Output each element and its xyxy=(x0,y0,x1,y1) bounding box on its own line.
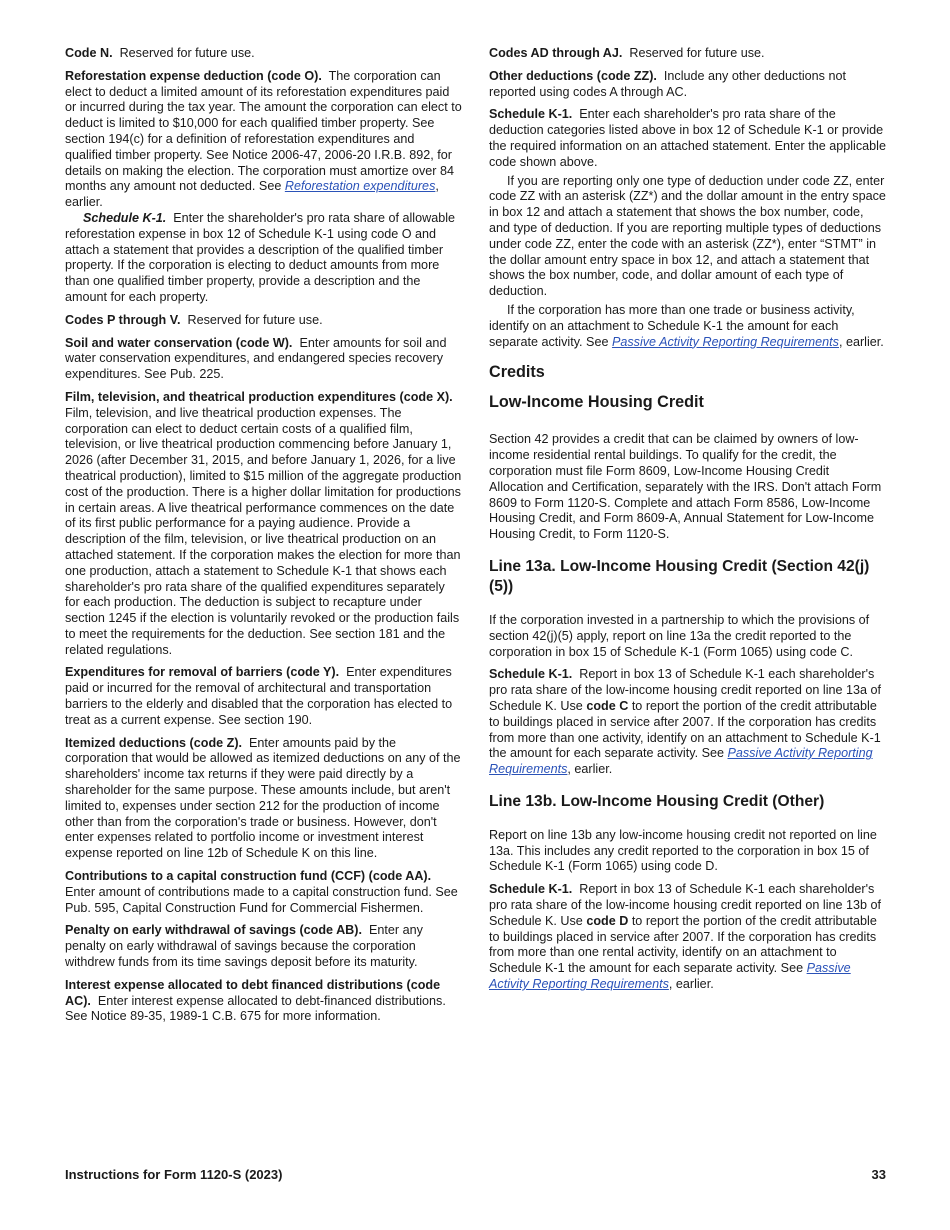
code-w-text: Enter amounts for soil and water conservation expenditures, and endangered species recovery expenditures. See Pub. 225. xyxy=(65,335,447,382)
code-x-heading: Film, television, and theatrical production expenditures (code X). xyxy=(65,389,453,404)
code-o-k1-text: Enter the shareholder's pro rata share of allowable reforestation expense in box 12 of Schedule K-1 using code O and attach a statement that provides a description of the qualified timber property. If the corporation is electing to deduct amounts from more than one qualified timber property, provide a description and the amount for each property. xyxy=(65,210,456,304)
page-number: 33 xyxy=(871,1167,886,1182)
code-o-k1-heading: Schedule K-1. xyxy=(83,210,167,225)
code-y-para xyxy=(65,665,462,728)
code-aa-para xyxy=(65,869,462,916)
lihc-heading: Low-Income Housing Credit xyxy=(489,393,704,412)
code-o-para xyxy=(65,69,462,211)
line-13b-heading: Line 13b. Low-Income Housing Credit (Other) xyxy=(489,792,825,810)
line-13b-code-d: code D xyxy=(586,913,629,928)
code-o-heading: Reforestation expense deduction (code O). xyxy=(65,68,322,83)
code-w-para xyxy=(65,336,462,383)
code-zz-para xyxy=(489,69,886,101)
code-n-para xyxy=(65,46,462,62)
multi-activity-text: If the corporation has more than one trade or business activity, identify on an attachment to Schedule K-1 the amount for each separate activity. See xyxy=(489,302,855,349)
code-z-text: Enter amounts paid by the corporation that would be allowed as itemized deductions on any of the shareholders' income tax returns if they were paid directly by a shareholder for the same purpose. These amounts include, but aren't limited to, expenses under section 212 for the production of income other than from the corporation's trade or business. However, don't enter expenses related to portfolio income or investment interest expense reported on line 12b of Schedule K on this line. xyxy=(65,735,461,861)
code-z-heading: Itemized deductions (code Z). xyxy=(65,735,243,750)
line-13a-k1-text: Report in box 13 of Schedule K-1 each shareholder's pro rata share of the low-income housing credit reported on line 13a of Schedule K. Use xyxy=(489,667,882,713)
line-13b-k1-para xyxy=(489,882,886,993)
code-o-k1-para xyxy=(65,211,462,306)
code-w-heading: Soil and water conservation (code W). xyxy=(65,335,293,350)
codes-ad-aj-para xyxy=(489,46,886,62)
code-ab-heading: Penalty on early withdrawal of savings (code AB). xyxy=(65,923,362,938)
line-13b-k1-text: Report in box 13 of Schedule K-1 each shareholder's pro rata share of the low-income housing credit reported on line 13b of Schedule K. Use xyxy=(489,882,882,928)
codes-p-v-heading: Codes P through V. xyxy=(65,312,181,327)
line-13a-para: If the corporation invested in a partnership to which the provisions of section 42(j)(5) apply, report on line 13a the credit reported to the corporation in box 15 of Schedule K-1 (Form 1065) using code C. xyxy=(489,612,870,659)
passive-activity-link-3[interactable]: Passive Activity Reporting Requirements xyxy=(489,961,851,992)
k1-deductions-text: Enter each shareholder's pro rata share of the deduction categories listed above in box 12 of Schedule K-1 or provide the required information on an attached statement. Enter the applicable code shown above. xyxy=(489,107,886,169)
left-column xyxy=(65,46,462,1032)
passive-activity-link-2[interactable]: Passive Activity Reporting Requirements xyxy=(489,746,873,777)
line-13a-heading: Line 13a. Low-Income Housing Credit (Section 42(j)(5)) xyxy=(489,557,870,595)
line-13b-k1-heading: Schedule K-1. xyxy=(489,882,573,897)
codes-p-v-text: Reserved for future use. xyxy=(187,312,323,327)
code-aa-text: Enter amount of contributions made to a capital construction fund. See Pub. 595, Capital Construction Fund for Commercial Fishermen. xyxy=(65,884,458,915)
credits-heading: Credits xyxy=(489,363,545,382)
k1-deductions-heading: Schedule K-1. xyxy=(489,107,573,122)
codes-ad-aj-heading: Codes AD through AJ. xyxy=(489,46,623,60)
code-zz-heading: Other deductions (code ZZ). xyxy=(489,68,657,83)
line-13a-k1-para xyxy=(489,667,886,778)
multi-activity-para xyxy=(489,303,886,350)
reforestation-expenditures-link[interactable]: Reforestation expenditures xyxy=(284,179,436,194)
code-ac-para xyxy=(65,978,462,1025)
code-ab-para xyxy=(65,923,462,970)
line-13a-k1-text-end: , earlier. xyxy=(567,762,613,777)
code-y-text: Enter expenditures paid or incurred for the removal of architectural and transportation barriers to the elderly and disabled that the corporation has elected to treat as a current expense. See section 190. xyxy=(65,665,453,727)
code-n-text: Reserved for future use. xyxy=(119,46,255,60)
page-footer xyxy=(65,1167,886,1182)
passive-activity-link-1[interactable]: Passive Activity Reporting Requirements xyxy=(611,334,839,349)
k1-deductions-para xyxy=(489,107,886,170)
code-o-text-end: , earlier. xyxy=(65,179,439,210)
line-13a-k1-heading: Schedule K-1. xyxy=(489,667,573,682)
code-o-text: The corporation can elect to deduct a limited amount of its reforestation expenditures paid or incurred during the tax year. The amount the corporation can elect to deduct is limited to $10,000 for each qualified timber property. See section 194(c) for a definition of reforestation expenditures and qualified timber property. See Notice 2006-47, 2006-20 I.R.B. 892, for details on making the election. The corporation must amortize over 84 months any amount not deducted. See xyxy=(65,68,462,194)
code-x-text: Film, television, and live theatrical production expenses. The corporation can elect to deduct certain costs of a qualified film, television, or live theatrical production commencing before January 1, 2026 (after December 31, 2015, and before January 1, 2026, for a live theatrical production), limited to $15 million of the aggregate production cost of the production. There is a higher dollar limitation for productions in certain areas. A live theatrical performance commences on the date of its first public performance for a paying audience. Provide a description of the film, television, or live theatrical production on an attached statement. If the corporation makes the election for more than one production, attach a statement to Schedule K-1 that shows each shareholder's pro rata share of the qualified expenditures separately for each production. The deduction is subject to recapture under section 1245 if the election is voluntarily revoked or the production fails to meet the requirements for the deduction. See section 181 and the related regulations. xyxy=(65,405,462,657)
line-13a-k1-text-2: to report the portion of the credit attributable to buildings placed in service after 2007. If the corporation has credits from more than one activity, identify on an attachment to Schedule K-1 the amount for each separate activity. See xyxy=(489,698,881,761)
code-ac-text: Enter interest expense allocated to debt-financed distributions. See Notice 89-35, 1989-1 C.B. 675 for more information. xyxy=(65,993,446,1024)
zz-reporting-para: If you are reporting only one type of deduction under code ZZ, enter code ZZ with an asterisk (ZZ*) and the dollar amount in the entry space in box 12 and attach a statement that shows the box number, code, and type of deduction. If you are reporting multiple types of deductions under code ZZ, enter the code with an asterisk (ZZ*), enter “STMT” in the dollar amount entry space in box 12, and attach a statement that shows the box number, code, and dollar amount of each type of deduction. xyxy=(489,173,886,299)
code-y-heading: Expenditures for removal of barriers (code Y). xyxy=(65,665,340,680)
line-13b-para: Report on line 13b any low-income housing credit not reported on line 13a. This includes any credit reported to the corporation in box 15 of Schedule K-1 (Form 1065) using code D. xyxy=(489,827,877,874)
right-column xyxy=(489,46,886,1000)
code-z-para xyxy=(65,736,462,862)
line-13a-code-c: code C xyxy=(586,698,629,713)
line-13b-k1-text-end: , earlier. xyxy=(668,977,714,992)
code-zz-text: Include any other deductions not reported using codes A through AC. xyxy=(489,68,846,99)
code-ab-text: Enter any penalty on early withdrawal of savings because the corporation withdrew funds from its time savings deposit before its maturity. xyxy=(65,923,423,970)
code-aa-heading: Contributions to a capital construction fund (CCF) (code AA). xyxy=(65,869,432,884)
lihc-para: Section 42 provides a credit that can be claimed by owners of low-income residential rental buildings. To qualify for the credit, the corporation must file Form 8609, Low-Income Housing Credit Allocation and Certification, separately with the IRS. Don't attach Form 8609 to Form 1120-S. Complete and attach Form 8586, Low-Income Housing Credit, and Form 8609-A, Annual Statement for Low-Income Housing Credit, to Form 1120-S. xyxy=(489,432,882,542)
footer-title: Instructions for Form 1120-S (2023) xyxy=(65,1167,283,1182)
multi-activity-text-end: , earlier. xyxy=(838,334,884,349)
code-ac-heading: Interest expense allocated to debt financed distributions (code AC). xyxy=(65,977,441,1008)
codes-ad-aj-text: Reserved for future use. xyxy=(629,46,765,60)
code-n-heading: Code N. xyxy=(65,46,113,60)
codes-p-v-para xyxy=(65,313,462,329)
code-x-para xyxy=(65,390,462,659)
line-13b-k1-text-2: to report the portion of the credit attributable to buildings placed in service after 2007. If the corporation has credits from more than one rental activity, identify on an attachment to Schedule K-1 the amount for each separate activity. See xyxy=(489,913,877,976)
